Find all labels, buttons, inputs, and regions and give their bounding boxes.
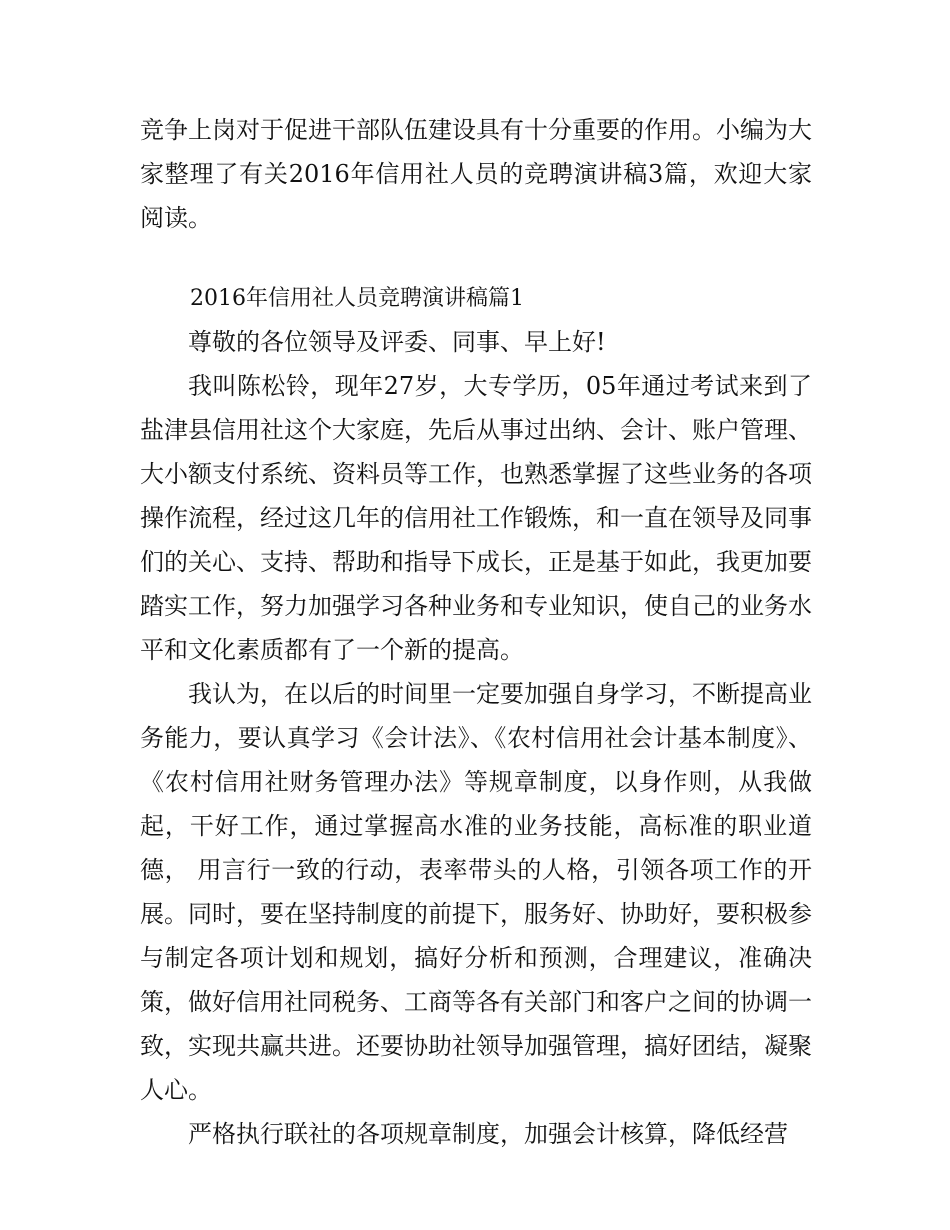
section-title: 2016年信用社人员竞聘演讲稿篇1 (190, 286, 524, 311)
body-paragraph-2: 我认为，在以后的时间里一定要加强自身学习，不断提高业务能力，要认真学习《会计法》、《农村信用社会计基本制度》、《农村信用社财务管理办法》等规章制度，以身作则，从我做起，干好工作，通过掌握高水准的业务技能，高标准的职业道德， 用言行一致的行动，表率带头的人格，引领各项工作的开展。同时，要在坚持制度的前提下，服务好、协助好，要积极参与制定各项计划和规划，搞好分析和预测，合理建议，准确决策，做好信用社同税务、工商等各有关部门和客户之间的协调一致，实现共赢共进。还要协助社领导加强管理，搞好团结，凝聚人心。 (140, 680, 812, 1104)
speech-body (140, 320, 812, 1156)
greeting-line: 尊敬的各位领导及评委、同事、早上好! (188, 328, 606, 356)
body-paragraph-1: 我叫陈松铃，现年27岁，大专学历，05年通过考试来到了盐津县信用社这个大家庭，先后从事过出纳、会计、账户管理、大小额支付系统、资料员等工作，也熟悉掌握了这些业务的各项操作流程，经过这几年的信用社工作锻炼，和一直在领导及同事们的关心、支持、帮助和指导下成长，正是基于如此，我更加要踏实工作，努力加强学习各种业务和专业知识，使自己的业务水平和文化素质都有了一个新的提高。 (140, 372, 812, 664)
intro-paragraph: 竞争上岗对于促进干部队伍建设具有十分重要的作用。小编为大家整理了有关2016年信用社人员的竞聘演讲稿3篇，欢迎大家阅读。 (140, 116, 812, 232)
body-paragraph-3: 严格执行联社的各项规章制度，加强会计核算，降低经营 (188, 1120, 788, 1148)
